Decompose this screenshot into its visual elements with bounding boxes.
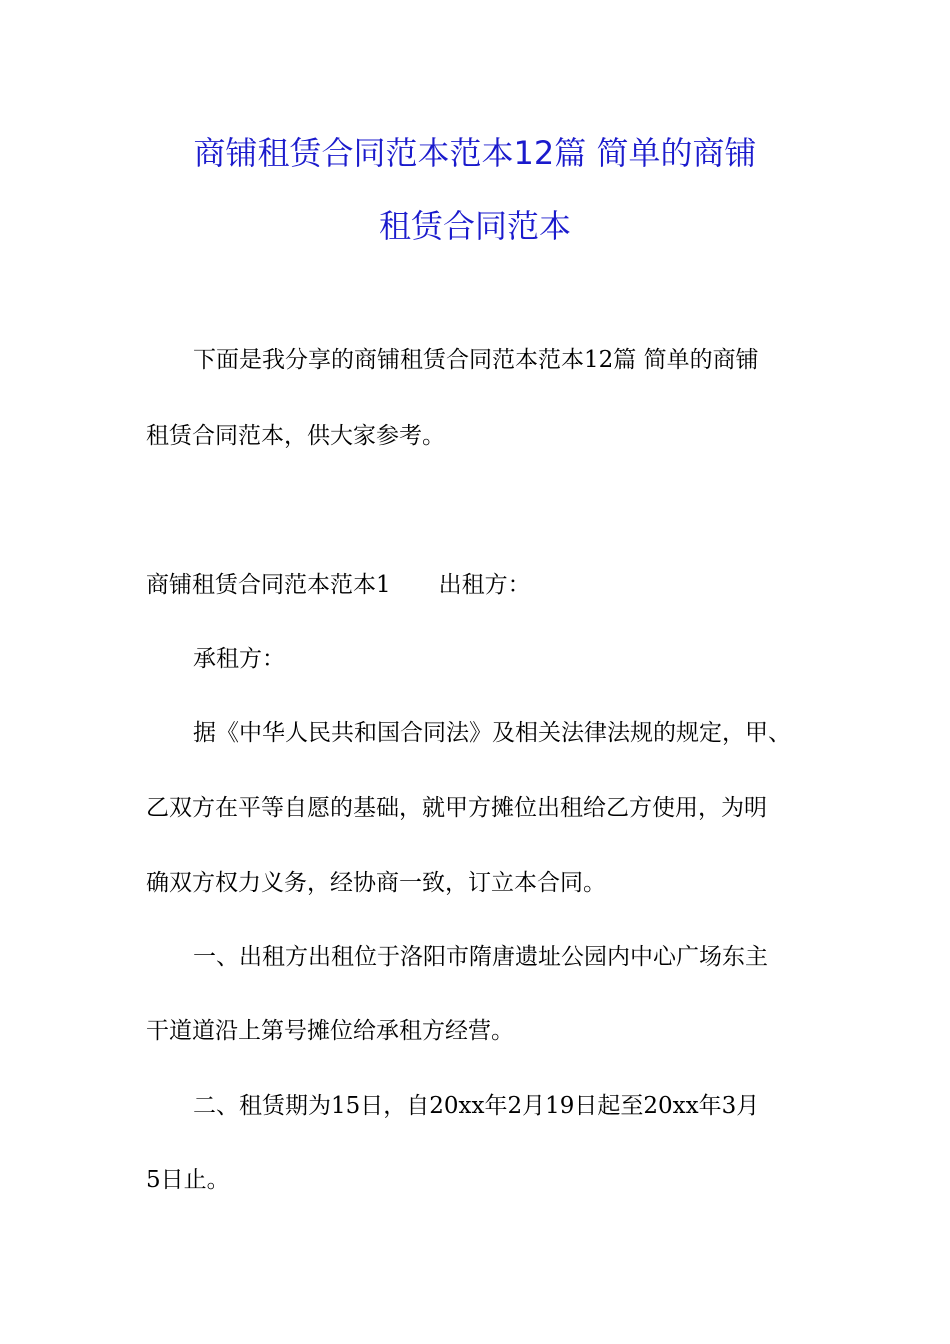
- intro-paragraph-line-2: 租赁合同范本，供大家参考。: [146, 423, 445, 449]
- clause-1-line-1: 一、出租方出租位于洛阳市隋唐遗址公园内中心广场东主: [193, 944, 768, 970]
- lessee-label: 承租方：: [193, 646, 285, 672]
- basis-paragraph-line-3: 确双方权力义务，经协商一致，订立本合同。: [146, 870, 606, 896]
- section-heading-row: [146, 570, 531, 600]
- clause-1-line-2: 干道道沿上第号摊位给承租方经营。: [146, 1018, 514, 1044]
- clause-2-line-2: 5日止。: [146, 1167, 230, 1193]
- basis-paragraph-line-2: 乙双方在平等自愿的基础，就甲方摊位出租给乙方使用，为明: [146, 795, 767, 821]
- basis-paragraph-line-1: 据《中华人民共和国合同法》及相关法律法规的规定，甲、: [193, 720, 791, 746]
- document-title-line-2: 租赁合同范本: [378, 207, 571, 245]
- section-heading: 商铺租赁合同范本范本1: [146, 572, 391, 598]
- intro-paragraph-line-1: 下面是我分享的商铺租赁合同范本范本12篇 简单的商铺: [193, 347, 759, 373]
- document-title-line-1: 商铺租赁合同范本范本12篇 简单的商铺: [193, 134, 757, 172]
- clause-2-line-1: 二、租赁期为15日，自20xx年2月19日起至20xx年3月: [193, 1093, 760, 1119]
- lessor-label: 出租方：: [438, 572, 531, 598]
